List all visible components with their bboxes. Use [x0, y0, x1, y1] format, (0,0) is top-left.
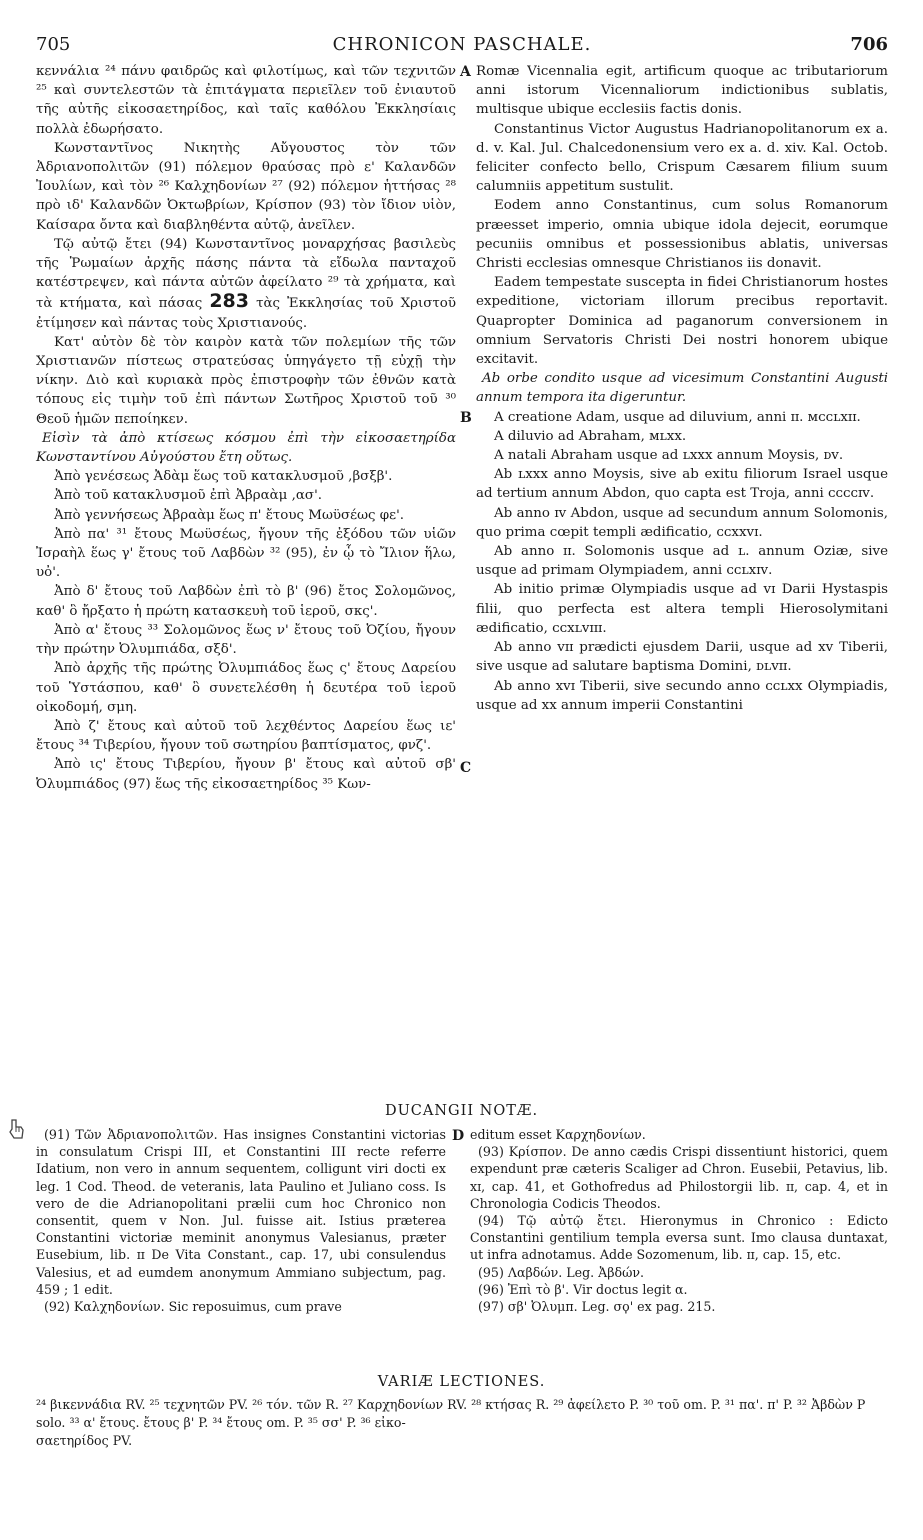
latin-chronology-item: A natali Abraham usque ad ʟxxx annum Moysis, ᴅᴠ.	[494, 448, 844, 464]
greek-paragraph: Κατ' αὐτὸν δὲ τὸν καιρὸν κατὰ τῶν πολεμίων τῆς τῶν Χριστιανῶν πίστεως στρατεύσας ὑπηγάγετο τῇ εὐχῇ τὴν νίκην. Διὸ καὶ κυριακὰ πρὸς ἐπιστροφὴν τῶν ἐθνῶν κατὰ τόπους εἰς τιμὴν τοῦ ἐπὶ πάντων Σωτῆρος Χριστοῦ τοῦ ³⁰ Θεοῦ ἡμῶν πεποίηκεν.	[36, 334, 456, 427]
greek-chronology-item: Ἀπὸ δ' ἔτους τοῦ Λαβδὼν ἐπὶ τὸ β' (96) ἔτος Σολομῶνος, καθ' ὃ ἤρξατο ἡ πρώτη κατασκευὴ τοῦ ἱεροῦ, σκς'.	[36, 584, 456, 619]
note-item: (95) Λαβδών. Leg. Ἀβδών.	[478, 1264, 645, 1280]
note-item: (93) Κρίσπον. De anno cædis Crispi dissentiunt historici, quem expendunt præ cæteris Scaliger ad Chron. Eusebii, Petavius, lib. xɪ, cap. 41, et Gothofredus ad Philostorgii lib. ɪɪ, cap. 4, et in Chronologia Codicis Theodos.	[470, 1144, 888, 1211]
greek-chronology-item: Ἀπὸ γενέσεως Ἀδὰμ ἕως τοῦ κατακλυσμοῦ ,βσξβ'.	[54, 469, 393, 485]
greek-paragraph: Τῷ αὐτῷ ἔτει (94) Κωνσταντῖνος μοναρχήσας βασιλεὺς τῆς Ῥωμαίων ἀρχῆς πάσης πάντα τὰ εἴδωλα πανταχοῦ κατέστρεψεν, καὶ πάντα αὐτῶν ἀφείλατο ²⁹ τὰ χρήματα, καὶ τὰ κτήματα, καὶ πάσας 283 τὰς Ἐκκλησίας τοῦ Χριστοῦ ἐτίμησεν καὶ πάντας τοὺς Χριστιανούς.	[36, 236, 456, 331]
greek-chronology-item: Ἀπὸ ις' ἔτους Τιβερίου, ἤγουν β' ἔτους καὶ αὐτοῦ σβ' Ὀλυμπιάδος (97) ἕως τῆς εἰκοσαετηρίδος ³⁵ Κων-	[36, 757, 456, 792]
latin-heading: Ab orbe condito usque ad vicesimum Constantini Augusti annum tempora ita digeruntur.	[476, 371, 888, 406]
variant-line: ²⁴ βικεννάδια RV. ²⁵ τεχνητῶν PV. ²⁶ τόν. τῶν R. ²⁷ Καρχηδονίων RV. ²⁸ κτήσας R. ²⁹ ἀφείλετο P. ³⁰ τοῦ om. P. ³¹ πα'. π' P. ³² Ἀβδὼν P solo. ³³ α' ἔτους. ἔτους β' P. ³⁴ ἔτους om. P. ³⁵ σσ' P. ³⁶ εἰκο-	[36, 1397, 866, 1430]
latin-chronology-item: Ab anno ɪᴠ Abdon, usque ad secundum annum Solomonis, quo prima cœpit templi ædificatio, ᴄᴄxxᴠɪ.	[476, 505, 888, 540]
latin-paragraph: Constantinus Victor Augustus Hadrianopolitanorum ex a. d. v. Kal. Jul. Chalcedonensium vero ex a. d. xiv. Kal. Octob. feliciter confecto bello, Crispum Cæsarem filium suum calumniis appetitum sustulit.	[476, 121, 888, 195]
greek-chronology-item: Ἀπὸ πα' ³¹ ἔτους Μωϋσέως, ἤγουν τῆς ἐξόδου τῶν υἱῶν Ἰσραὴλ ἕως γ' ἔτους τοῦ Λαβδὼν ³² (95), ἐν ᾧ τὸ Ἴλιον ἥλω, υὀ'.	[36, 526, 456, 581]
note-item: (92) Καλχηδονίων. Sic reposuimus, cum prave	[44, 1299, 342, 1315]
latin-chronology-item: Ab ʟxxx anno Moysis, sive ab exitu filiorum Israel usque ad tertium annum Abdon, quo capta est Troja, anni ᴄᴄᴄᴄɪᴠ.	[476, 467, 888, 502]
margin-marker-c: C	[460, 760, 472, 776]
margin-marker-b: B	[460, 410, 472, 426]
margin-marker-d: D	[452, 1128, 465, 1144]
inline-page-number: 283	[209, 290, 249, 313]
page-number-left: 705	[36, 34, 71, 55]
greek-heading: Εἰσὶν τὰ ἀπὸ κτίσεως κόσμου ἐπὶ τὴν εἰκοσαετηρίδα Κωνσταντίνου Αὐγούστου ἔτη οὕτως.	[36, 430, 456, 466]
greek-chronology-item: Ἀπὸ α' ἔτους ³³ Σολομῶνος ἕως ν' ἔτους τοῦ Ὀζίου, ἤγουν τὴν πρώτην Ὀλυμπιάδα, σξδ'.	[36, 622, 456, 658]
note-item: (97) σβ' Ὀλυμπ. Leg. σϙ' ex pag. 215.	[478, 1299, 716, 1315]
greek-column	[36, 62, 456, 794]
variae-heading: VARIÆ LECTIONES.	[377, 1374, 546, 1390]
note-item: editum esset Καρχηδονίων.	[470, 1127, 646, 1142]
notes-right-column	[470, 1126, 888, 1315]
page-header	[36, 34, 888, 56]
greek-paragraph: κεννάλια ²⁴ πάνυ φαιδρῶς καὶ φιλοτίμως, καὶ τῶν τεχνιτῶν ²⁵ καὶ συντελεστῶν τὰ ἐπιτάγματα περιεῖλεν τοῦ ἐνιαυτοῦ τῆς αὐτῆς εἰκοσαετηρίδος, καὶ ταῖς καθόλου Ἐκκλησίαις πολλὰ ἐδωρήσατο.	[36, 64, 456, 137]
note-item: (94) Τῷ αὐτῷ ἔτει. Hieronymus in Chronico : Edicto Constantini gentilium templa eversa sunt. Imo clausa duntaxat, ut infra adnotamus. Adde Sozomenum, lib. ɪɪ, cap. 15, etc.	[470, 1213, 888, 1263]
greek-chronology-item: Ἀπὸ ἀρχῆς τῆς πρώτης Ὀλυμπιάδος ἕως ς' ἔτους Δαρείου τοῦ Ὑστάσπου, καθ' ὃ συνετελέσθη ἡ δευτέρα τοῦ ἱεροῦ οἰκοδομή, σμη.	[36, 661, 456, 715]
hand-pointer-icon	[8, 1118, 26, 1140]
notes-left-column	[36, 1126, 446, 1315]
page-number-right: 706	[850, 34, 888, 55]
latin-chronology-item: Ab initio primæ Olympiadis usque ad ᴠɪ Darii Hystaspis filii, quo perfecta est altera templi Hierosolymitani ædificatio, ᴄᴄxʟᴠɪɪɪ.	[476, 582, 888, 636]
note-item: (91) Τῶν Ἀδριανοπολιτῶν. Has insignes Constantini victorias in consulatum Crispi III, et Constantini III recte referre Idatium, non vero in annum sequentem, colligunt viri docti ex leg. 1 Cod. Theod. de veteranis, lata Paulino et Juliano coss. Is vero de die Adrianopolitani prælii cum hoc Chronico non consentit, quem v Non. Jul. fuisse ait. Istius præterea Constantini victoriæ meminit anonymus Valesianus, præter Eusebium, lib. ɪɪ De Vita Constant., cap. 17, ubi consulendus Valesius, et ad eumdem anonymum Ammiano subjectum, pag. 459 ; 1 edit.	[36, 1127, 446, 1297]
latin-chronology-item: A diluvio ad Abraham, ᴍʟxx.	[494, 428, 687, 444]
variant-line: σαετηρίδος PV.	[36, 1433, 133, 1448]
latin-column	[476, 62, 888, 715]
latin-chronology-item: Ab anno xᴠɪ Tiberii, sive secundo anno ᴄᴄʟxx Olympiadis, usque ad xx annum imperii Constantini	[476, 678, 888, 713]
greek-paragraph: Κωνσταντῖνος Νικητὴς Αὔγουστος τὸν τῶν Ἀδριανοπολιτῶν (91) πόλεμον θραύσας πρὸ ε' Καλανδῶν Ἰουλίων, καὶ τὸν ²⁶ Καλχηδονίων ²⁷ (92) πόλεμον ἡττήσας ²⁸ πρὸ ιδ' Καλανδῶν Ὀκτωβρίων, Κρίσπον (93) τὸν ἴδιον υἱὸν, Καίσαρα ὄντα καὶ διαβληθέντα αὐτῷ, ἀνεῖλεν.	[36, 140, 456, 233]
latin-paragraph: Eadem tempestate suscepta in fidei Christianorum hostes expeditione, victoriam illorum precibus reportavit. Quapropter Dominica ad paganorum conversionem in omnium Servatoris Christi Dei nostri honorem ubique excitavit.	[476, 275, 888, 368]
latin-chronology-item: A creatione Adam, usque ad diluvium, anni ɪɪ. ᴍᴄᴄʟxɪɪ.	[494, 409, 861, 425]
latin-chronology-item: Ab anno ɪɪ. Solomonis usque ad ʟ. annum Oziæ, sive usque ad primam Olympiadem, anni ᴄᴄʟxɪᴠ.	[476, 544, 888, 579]
greek-chronology-item: Ἀπὸ ζ' ἔτους καὶ αὐτοῦ τοῦ λεχθέντος Δαρείου ἕως ιε' ἔτους ³⁴ Τιβερίου, ἤγουν τοῦ σωτηρίου βαπτίσματος, φνζ'.	[36, 718, 456, 754]
greek-chronology-item: Ἀπὸ τοῦ κατακλυσμοῦ ἐπὶ Ἀβραὰμ ,ασ'.	[54, 488, 323, 504]
variae-lectiones	[36, 1396, 888, 1450]
running-title: CHRONICON PASCHALE.	[332, 34, 592, 55]
note-item: (96) Ἐπὶ τὸ β'. Vir doctus legit α.	[478, 1281, 688, 1297]
notes-heading: DUCANGII NOTÆ.	[384, 1103, 539, 1119]
margin-marker-a: A	[460, 64, 471, 80]
latin-chronology-item: Ab anno ᴠɪɪ prædicti ejusdem Darii, usque ad xᴠ Tiberii, sive usque ad salutare baptisma Domini, ᴅʟᴠɪɪ.	[476, 640, 888, 675]
latin-paragraph: Eodem anno Constantinus, cum solus Romanorum præesset imperio, omnia ubique idola dejecit, eorumque pecuniis omnibus et possessionibus ablatis, universas Christi ecclesias omnesque Christianos iis donavit.	[476, 198, 888, 272]
latin-paragraph: Romæ Vicennalia egit, artificum quoque ac tributariorum anni istorum Vicennaliorum indictionibus sublatis, multisque ubique ecclesiis factis donis.	[476, 64, 888, 118]
greek-chronology-item: Ἀπὸ γεννήσεως Ἀβραὰμ ἕως π' ἔτους Μωϋσέως φε'.	[54, 507, 405, 523]
